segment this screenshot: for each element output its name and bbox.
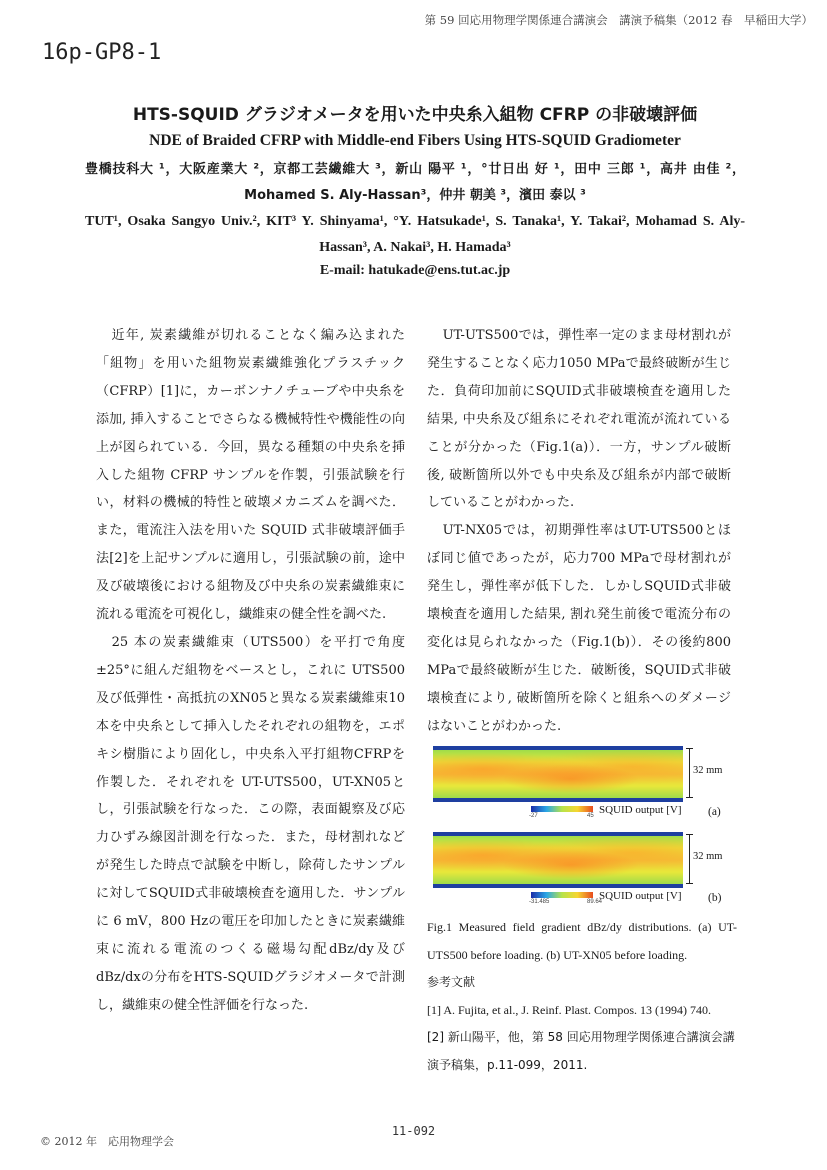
- colorbar-label: SQUID output [V]: [599, 804, 682, 816]
- right-column: [427, 322, 731, 741]
- field-map-image: [433, 832, 683, 888]
- conference-header: 第 59 回応用物理学関係連合講演会 講演予稿集（2012 春 早稲田大学）: [424, 13, 813, 27]
- dimension-line: [689, 834, 690, 884]
- figure-panel-a: [427, 746, 737, 824]
- colorbar-label: SQUID output [V]: [599, 890, 682, 902]
- english-title: NDE of Braided CFRP with Middle-end Fibers Using HTS-SQUID Gradiometer: [149, 132, 681, 149]
- dimension-label: 32 mm: [693, 765, 723, 776]
- japanese-title: HTS-SQUID グラジオメータを用いた中央糸入組物 CFRP の非破壊評価: [132, 105, 698, 125]
- colorbar: [531, 892, 593, 898]
- figure-caption: Fig.1 Measured field gradient dBz/dy distributions. (a) UT-UTS500 before loading. (b) UT-XN05 before loading.: [427, 920, 737, 962]
- colorbar-min: -27: [529, 813, 538, 819]
- copyright: © 2012 年 応用物理学会: [40, 1135, 174, 1148]
- references-heading: 参考文献: [427, 975, 476, 989]
- colorbar-min: -31.485: [529, 899, 550, 905]
- body-paragraph: UT-NX05では，初期弾性率はUT-UTS500とほぼ同じ値であったが，応力700 MPaで母材割れが発生し，弾性率が低下した．しかしSQUID式非破壊検査を適用した結果, 割れ発生前後で電流分布の変化は見られなかった（Fig.1(b)）．その後約800 MPaで最終破断が生じた．破断後，SQUID式非破壊検査により, 破断箇所を除くと組糸へのダメージはないことがわかった.: [427, 523, 731, 734]
- author-email: E-mail: hatukade@ens.tut.ac.jp: [319, 263, 511, 278]
- colorbar-max: 89.64: [587, 899, 603, 905]
- body-paragraph: 25 本の炭素繊維束（UTS500）を平打で角度±25°に組んだ組物をベースとし，これに UTS500及び低弾性・高抵抗のXN05と異なる炭素繊維束10本を中央糸として挿入したそれぞれの組物を，エポキシ樹脂により固化し，中央糸入平打組物CFRPを作製した．それぞれを UT-UTS500，UT-XN05とし，引張試験を行なった．この際，表面観察及び応力ひずみ線図計測を行なった．また，母材割れなどが発生した時点で試験を中断し，除荷したサンプルに対してSQUID式非破壊検査を適用した．サンプルに 6 mV，800 Hzの電圧を印加したときに炭素繊維束に流れる電流のつくる磁場勾配dBz/dy及びdBz/dxの分布をHTS-SQUIDグラジオメータで計測し，繊維束の健全性評価を行なった.: [96, 634, 405, 1013]
- colorbar: [531, 806, 593, 812]
- colorbar-max: 45: [587, 813, 594, 819]
- dimension-label: 32 mm: [693, 851, 723, 862]
- authors-english: TUT¹, Osaka Sangyo Univ.², KIT³ Y. Shinyama¹, °Y. Hatsukade¹, S. Tanaka¹, Y. Takai², Mohamad S. Aly-Hassan³, A. Nakai³, H. Hamada³: [85, 214, 745, 255]
- reference-item: [1] A. Fujita, et al., J. Reinf. Plast. Compos. 13 (1994) 740.: [427, 1002, 711, 1017]
- authors-japanese: 豊橋技科大 ¹，大阪産業大 ²，京都工芸繊維大 ³，新山 陽平 ¹，°廿日出 好 ¹，田中 三郎 ¹，高井 由佳 ²，Mohamed S. Aly-Hassan³，仲井 朝美 ³，濱田 泰以 ³: [85, 162, 745, 203]
- reference-item: [2] 新山陽平，他，第 58 回応用物理学関係連合講演会講演予稿集，p.11-099，2011.: [427, 1030, 735, 1072]
- paper-code: 16p-GP8-1: [42, 40, 162, 65]
- page-number: 11-092: [391, 1124, 436, 1138]
- dimension-line: [689, 748, 690, 798]
- panel-tag: (a): [708, 806, 721, 818]
- field-map-image: [433, 746, 683, 802]
- figure-1: [427, 746, 737, 1079]
- figure-panel-b: [427, 832, 737, 910]
- panel-tag: (b): [708, 892, 722, 904]
- body-paragraph: UT-UTS500では，弾性率一定のまま母材割れが発生することなく応力1050 MPaで最終破断が生じた．負荷印加前にSQUID式非破壊検査を適用した結果, 中央糸及び組糸にそれぞれ電流が流れていることが分かった（Fig.1(a)）．一方，サンプル破断後, 破断箇所以外でも中央糸及び組糸が内部で破断していることがわかった.: [427, 328, 731, 511]
- body-paragraph: 近年, 炭素繊維が切れることなく編み込まれた「組物」を用いた組物炭素繊維強化プラスチック（CFRP）[1]に，カーボンナノチューブや中央糸を添加, 挿入することでさらなる機械特性や機能性の向上が図られている．今回，異なる種類の中央糸を挿入した組物 CFRP サンプルを作製，引張試験を行い，材料の機械的特性と破壊メカニズムを調べた．また，電流注入法を用いた SQUID 式非破壊評価手法[2]を上記サンプルに適用し，引張試験の前，途中及び破壊後における組物及び中央糸の炭素繊維束に流れる電流を可視化し，繊維束の健全性を調べた.: [96, 328, 405, 623]
- left-column: [96, 322, 405, 1020]
- title-block: [85, 100, 745, 279]
- references: [427, 969, 737, 1079]
